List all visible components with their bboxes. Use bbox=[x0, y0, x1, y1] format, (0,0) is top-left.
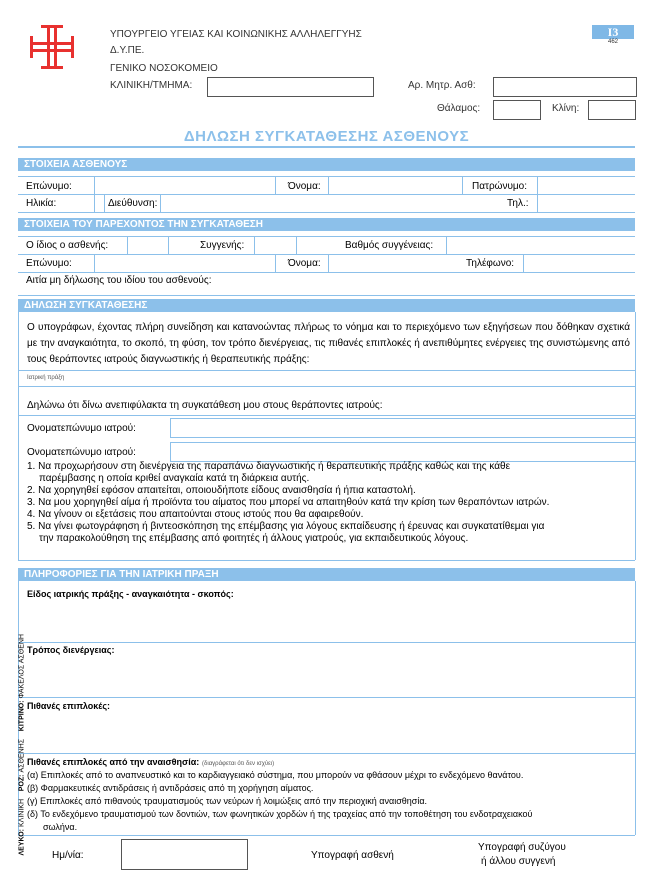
doctor1-field[interactable] bbox=[170, 418, 636, 438]
declaration-intro: Ο υπογράφων, έχοντας πλήρη συνείδηση και κατανοώντας πλήρως το νόημα και το περιεχόμενο των εξηγήσεων που δόθηκαν σχετικά με την αναγκαιότητα, το σκοπό, τη φύση, τον τρόπο διενέργειας, τις πιθανές επιπλοκές ή ανεπιθύμητες ενέργειες της συνιστώμενης από τους θεράποντες ιατρούς διαγνωστικής ή θεραπευτικής πράξης: bbox=[27, 322, 630, 365]
divider bbox=[18, 176, 635, 177]
form-title: ΔΗΛΩΣΗ ΣΥΓΚΑΤΑΘΕΣΗΣ ΑΣΘΕΝΟΥΣ bbox=[183, 128, 470, 145]
registry-field[interactable] bbox=[493, 77, 637, 97]
white-copy-label: ΛΕΥΚΟ: bbox=[18, 828, 26, 856]
reason-label: Αιτία μη δήλωσης του ιδίου του ασθενούς: bbox=[26, 275, 212, 286]
patient-section-header: ΣΤΟΙΧΕΙΑ ΑΣΘΕΝΟΥΣ bbox=[18, 158, 635, 171]
divider bbox=[18, 295, 635, 296]
divider bbox=[328, 176, 329, 194]
consenter-phone-label: Τηλέφωνο: bbox=[466, 258, 515, 269]
spouse-signature-label: Υπογραφή συζύγου bbox=[478, 842, 566, 853]
divider bbox=[18, 753, 635, 754]
divider bbox=[18, 312, 19, 560]
hospital-name: ΓΕΝΙΚΟ ΝΟΣΟΚΟΜΕΙΟ bbox=[110, 63, 218, 74]
patient-surname-label: Επώνυμο: bbox=[26, 181, 72, 192]
ward-label: Θάλαμος: bbox=[437, 103, 481, 114]
divider bbox=[18, 370, 635, 371]
complications-label: Πιθανές επιπλοκές: bbox=[27, 701, 111, 711]
list-item: (β) Φαρμακευτικές αντιδράσεις ή αντιδράσεις από τη χορήγηση αίματος. bbox=[27, 783, 314, 793]
divider bbox=[523, 254, 524, 272]
divider bbox=[18, 560, 635, 561]
consenter-section-header: ΣΤΟΙΧΕΙΑ ΤΟΥ ΠΑΡΕΧΟΝΤΟΣ ΤΗΝ ΣΥΓΚΑΤΑΘΕΣΗ bbox=[18, 218, 635, 231]
anesthesia-items bbox=[27, 769, 627, 834]
dype-name: Δ.Υ.ΠΕ. bbox=[110, 45, 145, 56]
patient-age-label: Ηλικία: bbox=[26, 198, 57, 209]
patient-name-label: Όνομα: bbox=[288, 181, 321, 192]
list-item: 1. Να προχωρήσουν στη διενέργεια της παραπάνω διαγνωστικής ή θεραπευτικής πράξης καθώς και της κάθε bbox=[27, 461, 511, 472]
consent-text: Δηλώνω ότι δίνω ανεπιφύλακτα τη συγκατάθεση μου στους θεράποντες ιατρούς: bbox=[27, 400, 383, 411]
divider bbox=[18, 642, 635, 643]
procedure-hint: Ιατρική πράξη bbox=[27, 375, 65, 381]
copy-distribution-note bbox=[19, 596, 26, 856]
yellow-copy-label: ΚΙΤΡΙΝΟ: bbox=[18, 700, 26, 732]
patient-phone-label: Τηλ.: bbox=[507, 198, 529, 209]
pink-copy-value: ΑΣΘΕΝΗΣ bbox=[18, 738, 26, 773]
method-label: Τρόπος διενέργειας: bbox=[27, 645, 115, 655]
patient-signature-label: Υπογραφή ασθενή bbox=[311, 850, 394, 861]
doctor1-label: Ονοματεπώνυμο ιατρού: bbox=[27, 423, 136, 434]
list-item: 3. Να μου χορηγηθεί αίμα ή προϊόντα του αίματος που μπορεί να απαιτηθούν κατά την κρίση των θεραπόντων ιατρών. bbox=[27, 497, 550, 508]
divider bbox=[462, 176, 463, 194]
info-section-header: ΠΛΗΡΟΦΟΡΙΕΣ ΓΙΑ ΤΗΝ ΙΑΤΡΙΚΗ ΠΡΑΞΗ bbox=[18, 568, 635, 581]
list-item: (α) Επιπλοκές από το αναπνευστικό και το καρδιαγγειακό σύστημα, που μπορούν να φθάσουν μέχρι το ενδεχόμενο θανάτου. bbox=[27, 770, 524, 780]
form-code-badge bbox=[592, 25, 634, 45]
divider bbox=[94, 254, 95, 272]
doctor2-field[interactable] bbox=[170, 442, 636, 462]
form-number: 462 bbox=[607, 39, 618, 45]
divider bbox=[104, 194, 105, 212]
list-item: παρέμβασης η οποία κριθεί αναγκαία κατά τη διάρκεια αυτής. bbox=[39, 473, 310, 484]
date-label: Ημ/νία: bbox=[52, 850, 84, 861]
divider bbox=[328, 254, 329, 272]
divider bbox=[18, 272, 635, 273]
consent-items-list bbox=[27, 461, 635, 545]
doctor2-label: Ονοματεπώνυμο ιατρού: bbox=[27, 447, 136, 458]
self-label: Ο ίδιος ο ασθενής: bbox=[26, 240, 109, 251]
consenter-surname-label: Επώνυμο: bbox=[26, 258, 72, 269]
divider bbox=[254, 236, 255, 254]
divider bbox=[18, 697, 635, 698]
divider bbox=[127, 236, 128, 254]
relative-label: Συγγενής: bbox=[200, 240, 245, 251]
divider bbox=[168, 236, 169, 254]
divider bbox=[18, 254, 635, 255]
degree-label: Βαθμός συγγένειας: bbox=[345, 240, 434, 251]
list-item: σωλήνα. bbox=[43, 822, 78, 832]
declaration-section-header: ΔΗΛΩΣΗ ΣΥΓΚΑΤΑΘΕΣΗΣ bbox=[18, 299, 635, 312]
list-item: 2. Να χορηγηθεί εφόσον απαιτείται, οποιουδήποτε είδους αναισθησία ή ήπια καταστολή. bbox=[27, 485, 416, 496]
patient-father-label: Πατρώνυμο: bbox=[472, 181, 528, 192]
bed-label: Κλίνη: bbox=[552, 103, 580, 114]
divider bbox=[18, 236, 635, 237]
list-item: (δ) Το ενδεχόμενο τραυματισμού των δοντιών, των φωνητικών χορδών ή της τραχείας από την τοποθέτηση του ενδοτραχειακού bbox=[27, 809, 533, 819]
patient-address-label: Διεύθυνση: bbox=[108, 198, 158, 209]
divider bbox=[275, 176, 276, 194]
list-item: 4. Να γίνουν οι εξετάσεις που απαιτούνται στους ιστούς που θα αφαιρεθούν. bbox=[27, 509, 364, 520]
white-copy-value: ΚΛΙΝΙΚΗ bbox=[18, 799, 26, 828]
list-item: (γ) Επιπλοκές από πιθανούς τραυματισμούς των νεύρων ή λοιμώξεις από την περιοχική αναισθησία. bbox=[27, 796, 428, 806]
spouse-signature-label-2: ή άλλου συγγενή bbox=[481, 856, 556, 867]
registry-label: Αρ. Μητρ. Ασθ: bbox=[408, 80, 476, 91]
divider bbox=[18, 212, 635, 213]
date-field[interactable] bbox=[121, 839, 248, 870]
kind-label: Είδος ιατρικής πράξης - αναγκαιότητα - σκοπός: bbox=[27, 589, 234, 599]
pink-copy-label: ΡΟΖ: bbox=[18, 774, 26, 792]
divider bbox=[18, 386, 635, 387]
title-rule bbox=[18, 146, 635, 148]
consenter-name-label: Όνομα: bbox=[288, 258, 321, 269]
divider bbox=[296, 236, 297, 254]
divider bbox=[18, 194, 635, 195]
hospital-cross-logo bbox=[28, 23, 76, 71]
divider bbox=[18, 835, 635, 836]
form-code: Ι3 bbox=[592, 25, 634, 39]
ministry-name: ΥΠΟΥΡΓΕΙΟ ΥΓΕΙΑΣ ΚΑΙ ΚΟΙΝΩΝΙΚΗΣ ΑΛΛΗΛΕΓΓΥΗΣ bbox=[110, 29, 362, 40]
anesthesia-label: Πιθανές επιπλοκές από την αναισθησία: bbox=[27, 757, 200, 767]
clinic-field[interactable] bbox=[207, 77, 374, 97]
divider bbox=[635, 581, 636, 835]
list-item: 5. Να γίνει φωτογράφηση ή βιντεοσκόπηση της επέμβασης για λόγους εκπαίδευσης ή έρευνας και συγκατατίθεμαι για bbox=[27, 521, 545, 532]
divider bbox=[94, 176, 95, 212]
divider bbox=[537, 176, 538, 212]
yellow-copy-value: ΦΑΚΕΛΟΣ ΑΣΘΕΝΗ bbox=[18, 634, 26, 699]
clinic-label: ΚΛΙΝΙΚΗ/ΤΜΗΜΑ: bbox=[110, 80, 193, 91]
ward-field[interactable] bbox=[493, 100, 541, 120]
divider bbox=[275, 254, 276, 272]
list-item: την παρακολούθηση της επέμβασης από φοιτητές ή άλλους γιατρούς, για εκπαιδευτικούς λόγους. bbox=[39, 533, 469, 544]
divider bbox=[160, 194, 161, 212]
divider bbox=[18, 415, 635, 416]
bed-field[interactable] bbox=[588, 100, 636, 120]
anesthesia-hint: (διαγράφεται ότι δεν ισχύει) bbox=[202, 761, 275, 767]
divider bbox=[446, 236, 447, 254]
